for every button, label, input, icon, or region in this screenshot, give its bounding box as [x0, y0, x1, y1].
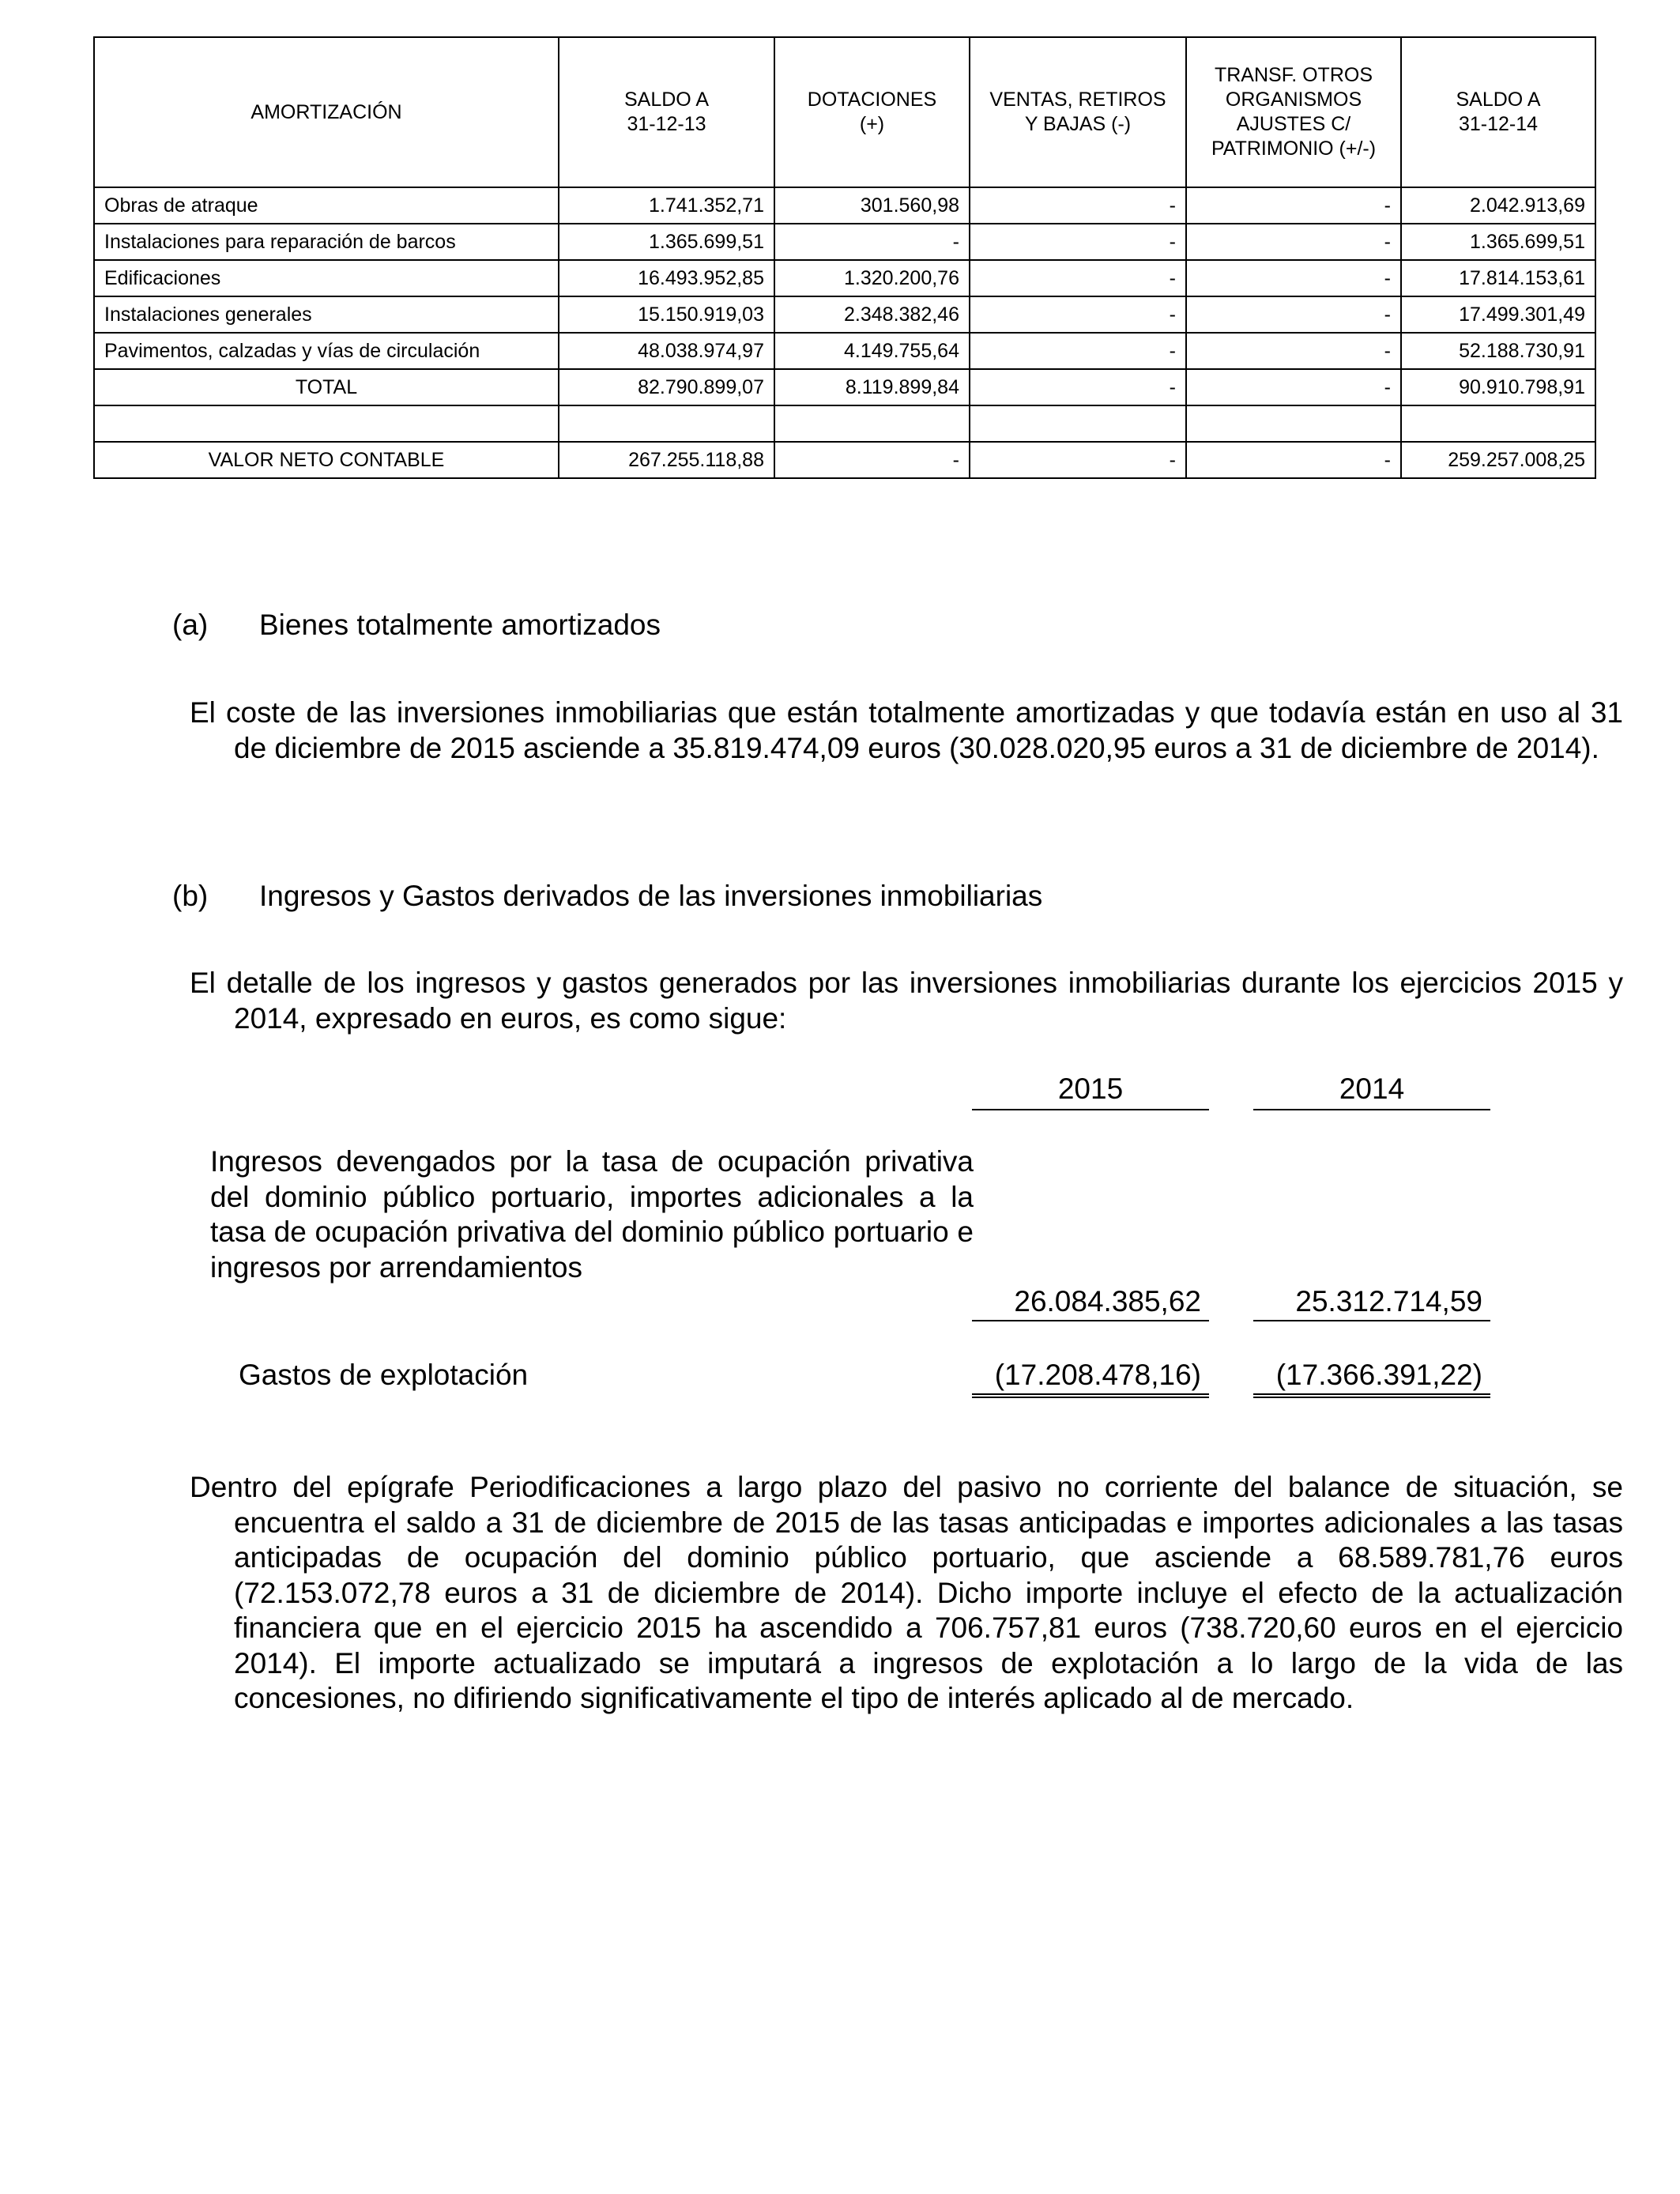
header-line: AJUSTES C/ [1236, 113, 1351, 135]
expense-label: Gastos de explotación [239, 1359, 529, 1391]
empty-row [94, 405, 1595, 442]
table-cell: 16.493.952,85 [559, 260, 774, 296]
table-cell: - [970, 442, 1186, 478]
row-label: Instalaciones generales [94, 296, 559, 333]
table-row [94, 333, 1595, 369]
table-cell: - [970, 187, 1186, 224]
header-line: AMORTIZACIÓN [250, 100, 402, 123]
table-cell: 301.560,98 [774, 187, 970, 224]
table-row [94, 224, 1595, 260]
section-a-letter: (a) [172, 609, 209, 641]
row-label: Obras de atraque [94, 187, 559, 224]
table-cell: 267.255.118,88 [559, 442, 774, 478]
table-cell: 1.365.699,51 [559, 224, 774, 260]
table-cell: - [774, 442, 970, 478]
table-cell: 90.910.798,91 [1401, 369, 1595, 405]
header-line: (+) [859, 113, 885, 135]
table-cell: 1.741.352,71 [559, 187, 774, 224]
empty-cell [1401, 405, 1595, 442]
header-line: 31-12-13 [627, 113, 706, 135]
header-cell [774, 37, 970, 187]
table-cell: 82.790.899,07 [559, 369, 774, 405]
table-cell: - [970, 260, 1186, 296]
row-label: Pavimentos, calzadas y vías de circulación [94, 333, 559, 369]
empty-cell [774, 405, 970, 442]
table-cell: 2.348.382,46 [774, 296, 970, 333]
table-header-row [94, 37, 1595, 187]
year-header-2015: 2015 [972, 1071, 1209, 1110]
header-line: TRANSF. OTROS [1214, 64, 1373, 86]
table-row [94, 296, 1595, 333]
section-b-heading [172, 878, 1042, 914]
header-line: DOTACIONES [807, 89, 937, 111]
table-cell: 1.320.200,76 [774, 260, 970, 296]
header-line: VENTAS, RETIROS [989, 89, 1166, 111]
empty-cell [1186, 405, 1401, 442]
table-cell: - [970, 296, 1186, 333]
header-line: Y BAJAS (-) [1024, 113, 1132, 135]
section-b-title: Ingresos y Gastos derivados de las inversiones inmobiliarias [259, 880, 1043, 912]
table-cell: - [970, 333, 1186, 369]
header-cell [1401, 37, 1595, 187]
section-a-paragraph: El coste de las inversiones inmobiliarias que están totalmente amortizadas y que todavía están en uso al 31 de diciembre de 2015 asciende a 35.819.474,09 euros (30.028.020,95 euros a 31 de diciembre de 2014). [190, 696, 1623, 764]
header-line: SALDO A [624, 89, 709, 111]
table-cell: 52.188.730,91 [1401, 333, 1595, 369]
table-cell: - [1186, 442, 1401, 478]
table-cell: 48.038.974,97 [559, 333, 774, 369]
table-cell: - [1186, 296, 1401, 333]
table-cell: - [774, 224, 970, 260]
net-value-label: VALOR NETO CONTABLE [94, 442, 559, 478]
year-header-2014: 2014 [1253, 1071, 1490, 1110]
header-cell [970, 37, 1186, 187]
table-cell: 2.042.913,69 [1401, 187, 1595, 224]
header-line: 31-12-14 [1458, 113, 1539, 135]
table-cell: 8.119.899,84 [774, 369, 970, 405]
header-line: SALDO A [1456, 89, 1541, 111]
table-cell: 259.257.008,25 [1401, 442, 1595, 478]
section-b-paragraph: El detalle de los ingresos y gastos generados por las inversiones inmobiliarias durante los ejercicios 2015 y 2014, expresado en euros, es como sigue: [190, 967, 1623, 1035]
section-a-title: Bienes totalmente amortizados [259, 609, 661, 641]
empty-cell [970, 405, 1186, 442]
section-b-letter: (b) [172, 880, 209, 912]
total-label: TOTAL [94, 369, 559, 405]
income-value-2015: 26.084.385,62 [972, 1284, 1209, 1321]
empty-cell [559, 405, 774, 442]
table-cell: - [1186, 260, 1401, 296]
table-cell: - [970, 224, 1186, 260]
table-cell: 15.150.919,03 [559, 296, 774, 333]
income-label: Ingresos devengados por la tasa de ocupación privativa del dominio público portuario, importes adicionales a la tasa de ocupación privativa del dominio público portuario e ingresos por arrendamientos [210, 1145, 974, 1284]
table-cell: 17.814.153,61 [1401, 260, 1595, 296]
row-label: Edificaciones [94, 260, 559, 296]
header-line: PATRIMONIO (+/-) [1211, 138, 1377, 160]
table-cell: - [1186, 187, 1401, 224]
header-line: ORGANISMOS [1225, 89, 1362, 111]
table-cell: 4.149.755,64 [774, 333, 970, 369]
header-cell [94, 37, 559, 187]
net-value-row [94, 442, 1595, 478]
table-cell: 1.365.699,51 [1401, 224, 1595, 260]
row-label: Instalaciones para reparación de barcos [94, 224, 559, 260]
closing-paragraph: Dentro del epígrafe Periodificaciones a largo plazo del pasivo no corriente del balance de situación, se encuentra el saldo a 31 de diciembre de 2015 de las tasas anticipadas e importes adicionales a las tasas anticipadas de ocupación del dominio público portuario, que asciende a 68.589.781,76 euros (72.153.072,78 euros a 31 de diciembre de 2014). Dicho importe incluye el efecto de la actualización financiera que en el ejercicio 2015 ha ascendido a 706.757,81 euros (738.720,60 euros en el ejercicio 2014). El importe actualizado se imputará a ingresos de explotación a lo largo de la vida de las concesiones, no difiriendo significativamente el tipo de interés aplicado al de mercado. [190, 1471, 1623, 1714]
section-a-heading [172, 607, 661, 643]
total-row [94, 369, 1595, 405]
table-cell: - [1186, 224, 1401, 260]
table-cell: - [970, 369, 1186, 405]
amortization-table [93, 36, 1596, 479]
table-cell: - [1186, 333, 1401, 369]
table-row [94, 187, 1595, 224]
income-value-2014: 25.312.714,59 [1253, 1284, 1490, 1321]
expense-value-2014: (17.366.391,22) [1253, 1357, 1490, 1398]
table-cell: 17.499.301,49 [1401, 296, 1595, 333]
header-cell [1186, 37, 1401, 187]
header-cell [559, 37, 774, 187]
table-cell: - [1186, 369, 1401, 405]
expense-value-2015: (17.208.478,16) [972, 1357, 1209, 1398]
empty-cell [94, 405, 559, 442]
table-row [94, 260, 1595, 296]
